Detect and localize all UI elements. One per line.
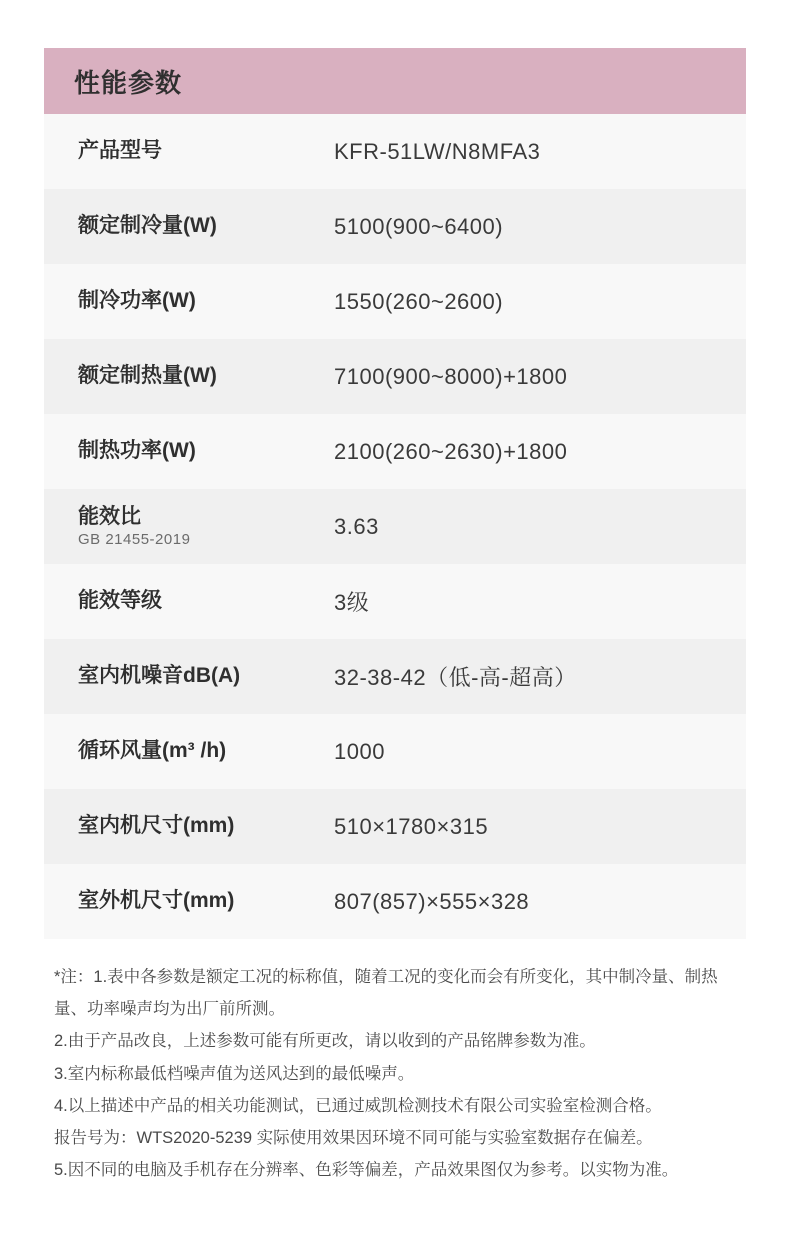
spec-label: 室内机噪音dB(A)	[78, 664, 241, 688]
footnote-4: 4.以上描述中产品的相关功能测试，已通过威凯检测技术有限公司实验室检测合格。	[54, 1096, 662, 1115]
table-title: 性能参数	[74, 67, 183, 98]
spec-label-standard: GB 21455-2019	[78, 530, 191, 548]
footnote-2: 2.由于产品改良，上述参数可能有所更改，请以收到的产品铭牌参数为准。	[54, 1032, 596, 1051]
spec-label: 制冷功率(W)	[78, 289, 196, 313]
table-row	[44, 639, 746, 714]
spec-value: 807(857)×555×328	[334, 888, 530, 914]
spec-label: 制热功率(W)	[78, 439, 196, 463]
spec-value: 1000	[334, 738, 385, 764]
footnote-5: 5.因不同的电脑及手机存在分辨率、色彩等偏差，产品效果图仅为参考。以实物为准。	[54, 1161, 679, 1180]
spec-value: 32-38-42（低-高-超高）	[334, 665, 577, 690]
spec-label: 室外机尺寸(mm)	[78, 889, 235, 913]
footnote-3: 3.室内标称最低档噪声值为送风达到的最低噪声。	[54, 1064, 415, 1083]
footnote-1: *注：1.表中各参数是额定工况的标称值，随着工况的变化而会有所变化，其中制冷量、制热量、功率噪声均为出厂前所测。	[54, 968, 718, 1019]
table-row	[44, 864, 746, 939]
spec-value: 1550(260~2600)	[334, 288, 504, 314]
spec-label	[44, 489, 334, 564]
table-row	[44, 414, 746, 489]
spec-label: 额定制冷量(W)	[78, 214, 217, 238]
performance-spec-table	[44, 48, 746, 939]
table-row	[44, 789, 746, 864]
spec-value: 3.63	[334, 513, 379, 539]
spec-label: 循环风量(m³ /h)	[78, 739, 227, 763]
footnote-report-number: 报告号为：WTS2020-5239 实际使用效果因环境不同可能与实验室数据存在偏差。	[54, 1128, 653, 1147]
spec-value: 3级	[334, 590, 370, 615]
table-row	[44, 489, 746, 564]
table-row	[44, 264, 746, 339]
spec-label: 产品型号	[78, 139, 162, 163]
table-row	[44, 339, 746, 414]
spec-value: 510×1780×315	[334, 813, 489, 839]
spec-label-main: 能效比	[78, 504, 141, 528]
spec-value: 2100(260~2630)+1800	[334, 438, 568, 464]
spec-label: 额定制热量(W)	[78, 364, 217, 388]
spec-value: KFR-51LW/N8MFA3	[334, 138, 541, 164]
spec-value: 7100(900~8000)+1800	[334, 363, 568, 389]
table-row	[44, 189, 746, 264]
spec-label: 能效等级	[78, 589, 162, 613]
spec-value: 5100(900~6400)	[334, 213, 504, 239]
table-row	[44, 564, 746, 639]
footnotes	[44, 961, 746, 1186]
table-header-row	[44, 48, 746, 114]
table-row	[44, 714, 746, 789]
table-row	[44, 114, 746, 189]
spec-label: 室内机尺寸(mm)	[78, 814, 235, 838]
